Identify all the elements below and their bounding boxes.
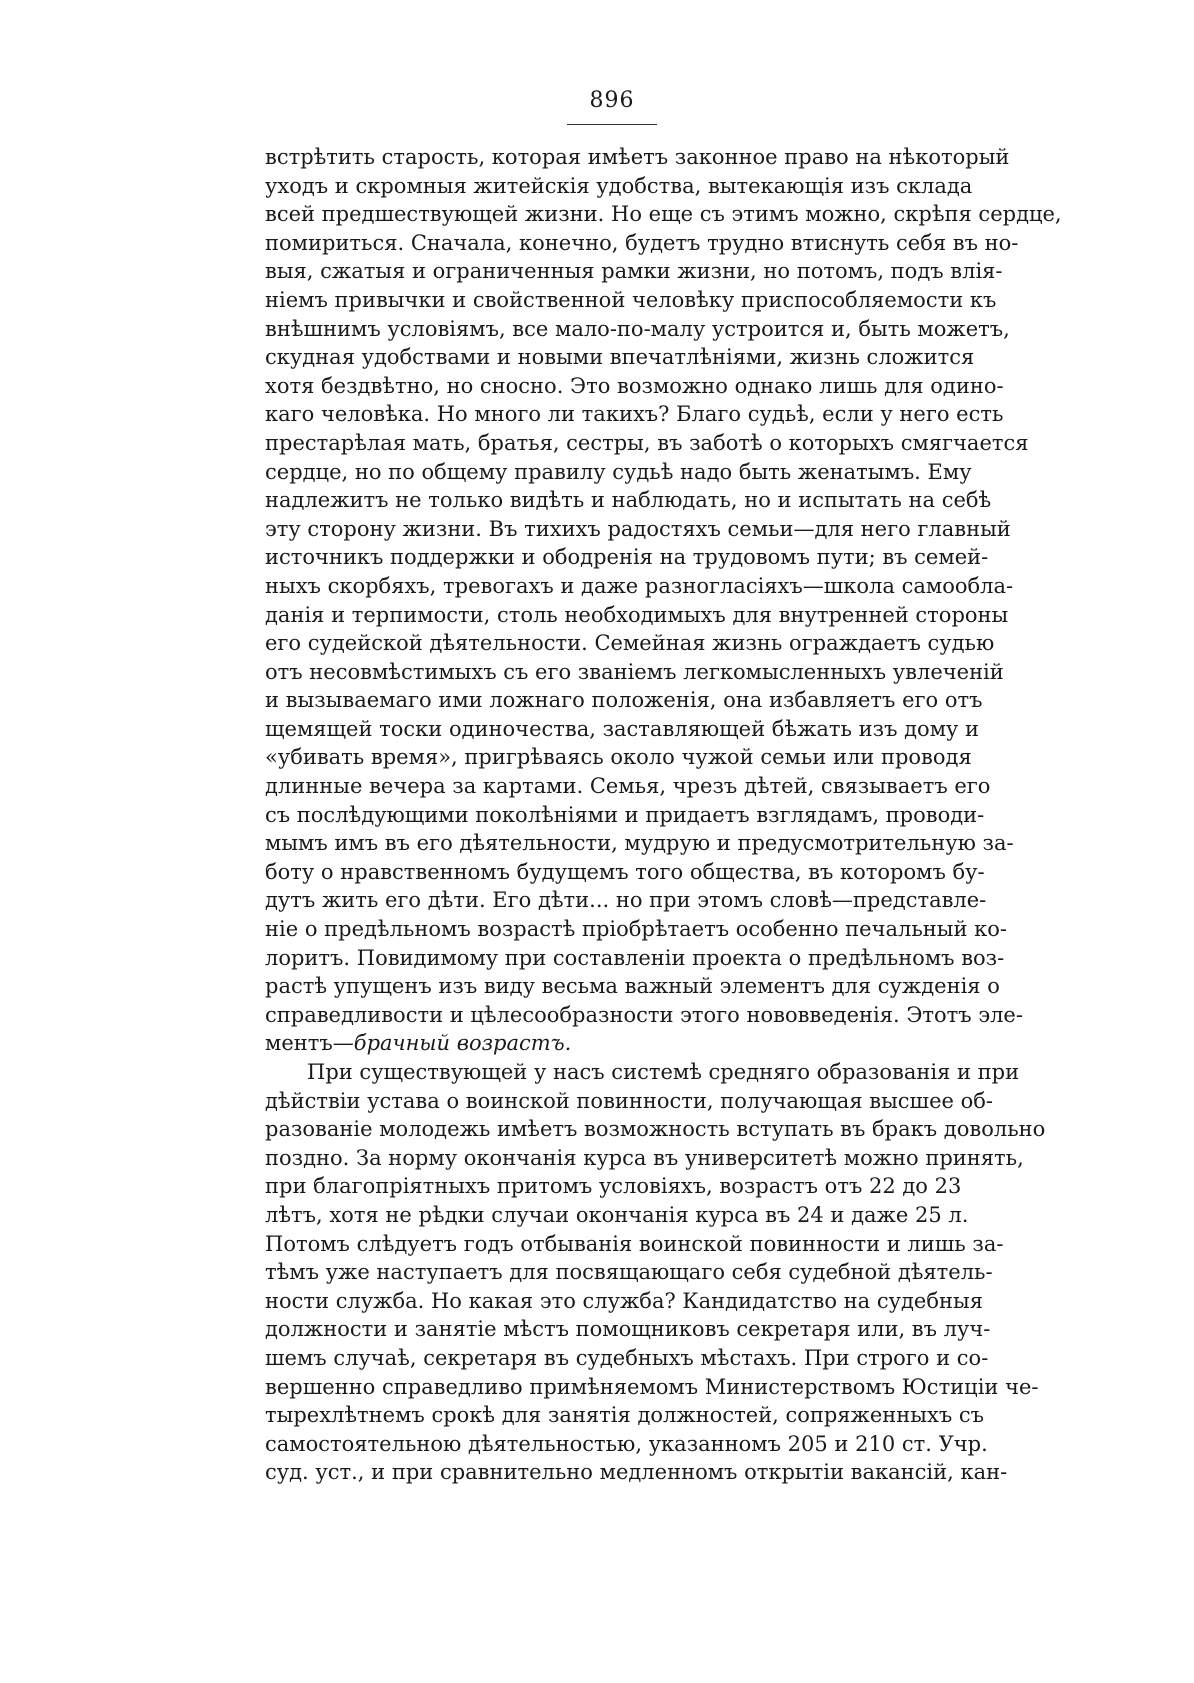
text-line: данія и терпимости, столь необходимыхъ для внутренней стороны <box>265 602 1009 627</box>
text-line: разованіе молодежь имѣетъ возможность вступать въ бракъ довольно <box>265 1117 1046 1142</box>
text-line: хотя бездвѣтно, но сносно. Это возможно однако лишь для одино- <box>265 373 1004 398</box>
text-line-last <box>265 1029 957 1058</box>
text-line: боту о нравственномъ будущемъ того общества, въ которомъ бу- <box>265 859 985 884</box>
line-prefix: ментъ— <box>265 1031 354 1056</box>
text-line: отъ несовмѣстимыхъ съ его званіемъ легкомысленныхъ увлеченій <box>265 659 1004 684</box>
text-line: справедливости и цѣлесообразности этого нововведенія. Этотъ эле- <box>265 1002 1023 1027</box>
text-line: его судейской дѣятельности. Семейная жизнь ограждаетъ судью <box>265 631 995 656</box>
text-line: вершенно справедливо примѣняемомъ Министерствомъ Юстиціи че- <box>265 1374 1039 1399</box>
text-line: ности служба. Но какая это служба? Кандидатство на судебныя <box>265 1288 983 1313</box>
text-line: суд. уст., и при сравнительно медленномъ открытіи вакансій, кан- <box>265 1460 1008 1485</box>
text-line: растѣ упущенъ изъ виду весьма важный элементъ для сужденія о <box>265 974 1000 999</box>
italic-term: брачный возрастъ. <box>353 1031 572 1056</box>
text-line: При существующей у насъ системѣ средняго образованія и при <box>307 1060 1020 1084</box>
text-line: лѣтъ, хотя не рѣдки случаи окончанія курса въ 24 и даже 25 л. <box>265 1202 969 1227</box>
text-line: скудная удобствами и новыми впечатлѣніями, жизнь сложится <box>265 345 975 370</box>
text-line: ніе о предѣльномъ возрастѣ пріобрѣтаетъ особенно печальный ко- <box>265 917 1008 942</box>
text-line: ніемъ привычки и свойственной человѣку приспособляемости къ <box>265 287 997 312</box>
text-line: дѣйствіи устава о воинской повинности, получающая высшее об- <box>265 1088 993 1113</box>
text-line: мымъ имъ въ его дѣятельности, мудрую и предусмотрительную за- <box>265 831 1014 856</box>
text-line: «убивать время», пригрѣваясь около чужой семьи или проводя <box>265 745 972 770</box>
text-line: тырехлѣтнемъ срокѣ для занятія должностей, сопряженныхъ съ <box>265 1403 985 1428</box>
page-number: 896 <box>589 88 635 113</box>
text-line: внѣшнимъ условіямъ, все мало-по-малу устроится и, быть можетъ, <box>265 316 1010 341</box>
text-line: должности и занятіе мѣстъ помощниковъ секретаря или, въ луч- <box>265 1317 991 1342</box>
text-line: эту сторону жизни. Въ тихихъ радостяхъ семьи—для него главный <box>265 516 1011 541</box>
text-line: тѣмъ уже наступаетъ для посвящающаго себя судебной дѣятель- <box>265 1260 993 1285</box>
text-line: Потомъ слѣдуетъ годъ отбыванія воинской повинности и лишь за- <box>265 1231 1004 1256</box>
text-line: каго человѣка. Но много ли такихъ? Благо судьѣ, если у него есть <box>265 402 1004 427</box>
text-line: лоритъ. Повидимому при составленіи проекта о предѣльномъ воз- <box>265 945 1005 970</box>
text-line: ныхъ скорбяхъ, тревогахъ и даже разногласіяхъ—школа самообла- <box>265 573 1014 598</box>
text-line: выя, сжатыя и ограниченныя рамки жизни, но потомъ, подъ влія- <box>265 259 1003 284</box>
text-line: при благопріятныхъ притомъ условіяхъ, возрастъ отъ 22 до 23 <box>265 1174 962 1199</box>
text-line: щемящей тоски одиночества, заставляющей бѣжать изъ дому и <box>265 716 980 741</box>
text-line: источникъ поддержки и ободренія на трудовомъ пути; въ семей- <box>265 545 989 570</box>
paragraph-2 <box>265 1058 1046 1487</box>
text-line: самостоятельною дѣятельностью, указанномъ 205 и 210 ст. Учр. <box>265 1431 988 1456</box>
text-line: и вызываемаго ими ложнаго положенія, она избавляетъ его отъ <box>265 688 983 713</box>
text-line: престарѣлая мать, братья, сестры, въ заботѣ о которыхъ смягчается <box>265 430 1029 455</box>
text-line: встрѣтить старость, которая имѣетъ законное право на нѣкоторый <box>265 145 1010 169</box>
text-line: помириться. Сначала, конечно, будетъ трудно втиснуть себя въ но- <box>265 230 1019 255</box>
page-number-rule <box>567 124 657 125</box>
body-text <box>265 143 1062 1487</box>
text-line: сердце, но по общему правилу судьѣ надо быть женатымъ. Ему <box>265 459 972 484</box>
text-line: надлежитъ не только видѣть и наблюдать, но и испытать на себѣ <box>265 488 992 513</box>
text-line: длинные вечера за картами. Семья, чрезъ дѣтей, связываетъ его <box>265 774 991 799</box>
text-line: дутъ жить его дѣти. Его дѣти... но при этомъ словѣ—представле- <box>265 888 987 913</box>
text-line: шемъ случаѣ, секретаря въ судебныхъ мѣстахъ. При строго и со- <box>265 1345 989 1370</box>
text-line: поздно. За норму окончанія курса въ университетѣ можно принять, <box>265 1145 1024 1170</box>
text-line: всей предшествующей жизни. Но еще съ этимъ можно, скрѣпя сердце, <box>265 202 1062 227</box>
text-line: съ послѣдующими поколѣніями и придаетъ взглядамъ, проводи- <box>265 802 985 827</box>
text-line: уходъ и скромныя житейскія удобства, вытекающія изъ склада <box>265 173 973 198</box>
paragraph-1 <box>265 143 1062 1058</box>
